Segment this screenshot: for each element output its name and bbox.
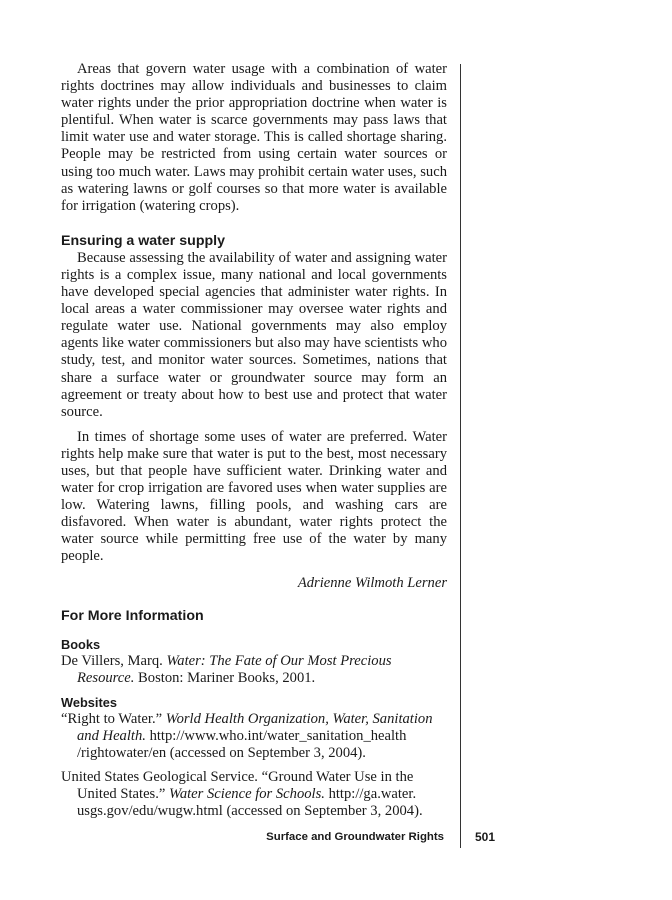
website-reference-usgs-suffix: http://ga.water. usgs.gov/edu/wugw.html (accessed on September 3, 2004).	[77, 786, 423, 820]
website-reference-who-suffix: http://www.who.int/water_sanitation_health /rightowater/en (accessed on September 3, 2004).	[77, 727, 407, 761]
running-footer-title: Surface and Groundwater Rights	[266, 831, 444, 843]
website-reference-who	[61, 711, 447, 762]
website-reference-who-title: World Health Organization, Water, Sanitation and Health.	[77, 710, 433, 744]
body-paragraph-1: Areas that govern water usage with a combination of water rights doctrines may allow individuals and businesses to claim water rights under the prior appropriation doctrine when water is plentiful. When water is scarce governments may pass laws that limit water use and water storage. This is called shortage sharing. People may be restricted from using certain water sources or using too much water. Laws may prohibit certain water uses, such as watering lawns or golf courses so that more water is available for irrigation (watering crops).	[61, 61, 447, 214]
column-divider-rule	[460, 64, 461, 848]
book-reference-suffix: Boston: Mariner Books, 2001.	[134, 669, 316, 686]
section-heading-more-information: For More Information	[61, 607, 204, 624]
body-paragraph-2: Because assessing the availability of water and assigning water rights is a complex issue, many national and local governments have developed special agencies that administer water rights. In local areas a water commissioner may oversee water rights and regulate water use. National governments may also employ agents like water commissioners but also may have scientists who study, test, and monitor water sources. Sometimes, nations that share a surface water or groundwater source may form an agreement or treaty about how to best use and protect that water source.	[61, 249, 447, 420]
book-reference-prefix: De Villers, Marq.	[61, 652, 167, 669]
website-reference-usgs	[61, 769, 447, 820]
text-column	[61, 61, 447, 820]
website-reference-usgs-prefix: United States Geological Service. “Ground Water Use in the United States.”	[61, 769, 414, 803]
book-reference-title: Water: The Fate of Our Most Precious Resource.	[77, 652, 392, 686]
page-number: 501	[475, 830, 496, 844]
section-heading-ensuring-water-supply: Ensuring a water supply	[61, 232, 225, 249]
website-reference-who-prefix: “Right to Water.”	[61, 710, 166, 727]
book-reference	[61, 653, 447, 687]
website-reference-usgs-title: Water Science for Schools.	[169, 786, 325, 803]
subheading-books: Books	[61, 636, 101, 652]
subheading-websites: Websites	[61, 694, 117, 710]
author-byline: Adrienne Wilmoth Lerner	[297, 574, 447, 591]
body-paragraph-3: In times of shortage some uses of water are preferred. Water rights help make sure that water is put to the best, most necessary uses, but that people have sufficient water. Drinking water and water for crop irrigation are favored uses when water supplies are low. Watering lawns, filling pools, and washing cars are disfavored. When water is abundant, water rights protect the water source while permitting free use of the water by many people.	[61, 428, 447, 565]
